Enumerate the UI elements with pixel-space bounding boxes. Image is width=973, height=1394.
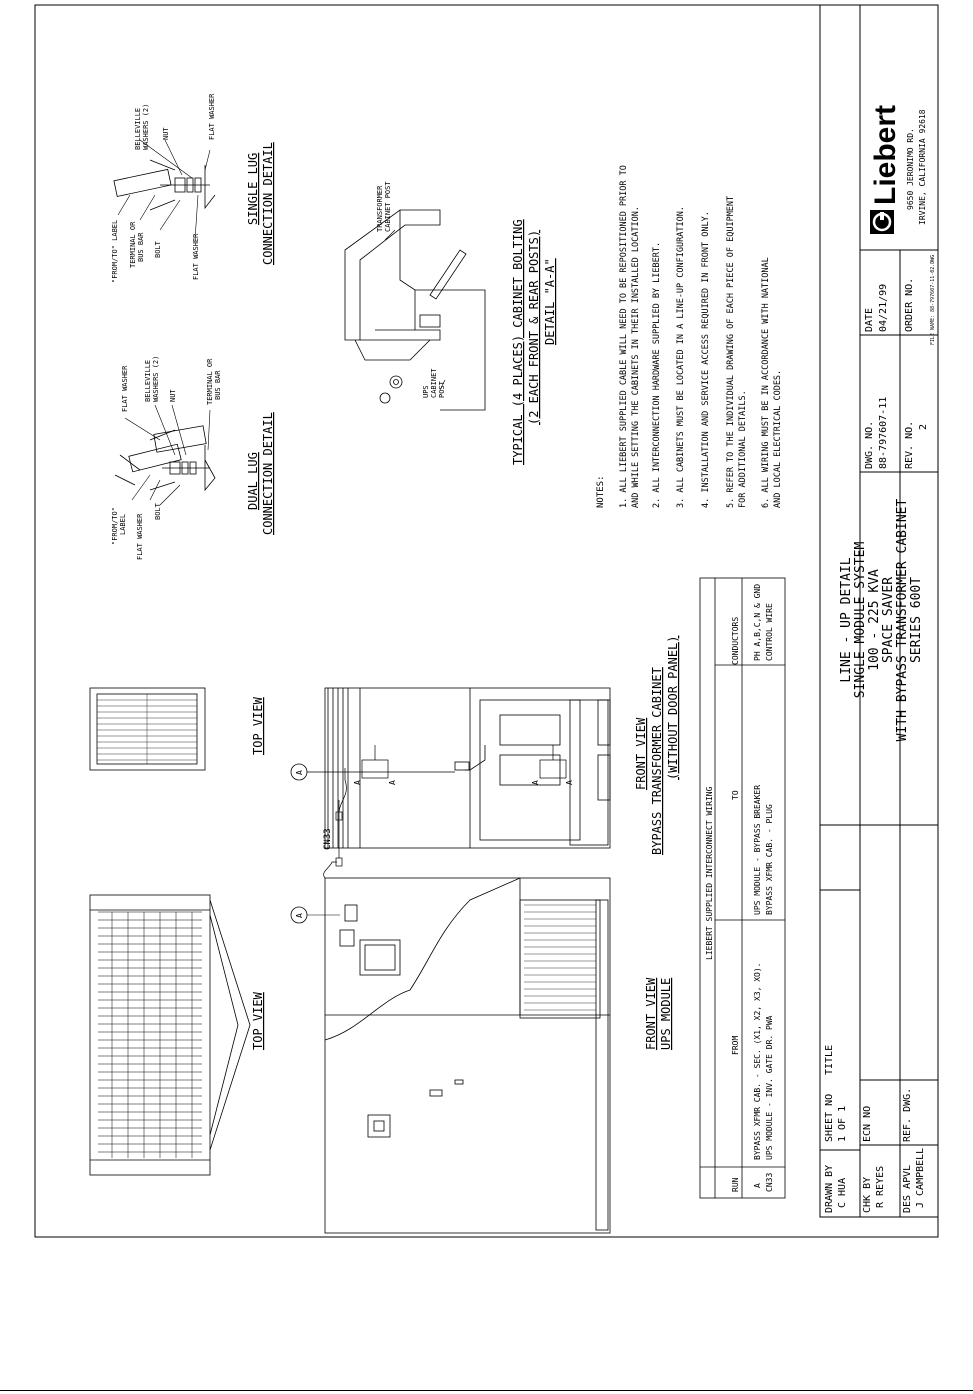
wiring-header-conductors: CONDUCTORS (731, 616, 740, 665)
title-line-4: SPACE SAVER (881, 576, 896, 664)
note-line-1: 1. ALL LIEBERT SUPPLIED CABLE WILL NEED TO BE REPOSITIONED PRIOR TO (619, 165, 629, 508)
title-line-3: 100 - 225 KVA (867, 569, 882, 671)
dual-nut: NUT (169, 389, 177, 402)
title-line-2: SINGLE MODULE SYSTEM (853, 541, 868, 699)
ups-top-view-label: TOP VIEW (251, 992, 265, 1050)
des-apvl-label: DES APVL (902, 1164, 913, 1213)
bolting-title-3: DETAIL "A-A" (543, 258, 557, 345)
title-label: TITLE (824, 1044, 835, 1075)
ups-post-label-3: POST (438, 381, 446, 398)
single-from-to-label: "FROM/TO" LABEL (111, 219, 119, 283)
single-lug-title-2: CONNECTION DETAIL (261, 142, 275, 265)
single-lug-title-1: SINGLE LUG (246, 152, 260, 225)
wiring-row-2-conductors: CONTROL WIRE (765, 603, 774, 661)
sheet-no-label: SHEET NO (824, 1093, 835, 1142)
bypass-front-view-drawing (307, 688, 610, 848)
single-flat-washer-bottom: FLAT WASHER (192, 233, 200, 280)
dual-terminal-2: BUS BAR (214, 370, 222, 400)
dual-belleville-2: WASHERS (2) (152, 355, 160, 402)
drawn-by-value: C HUA (837, 1177, 848, 1208)
dual-from-to-label-1: "FROM/TO" (111, 507, 119, 545)
note-line-6: 5. REFER TO THE INDIVIDUAL DRAWING OF EACH PIECE OF EQUIPMENT (726, 195, 736, 508)
rev-no-value: 2 (918, 423, 929, 430)
section-a-left-1: A (353, 780, 362, 785)
note-line-7: FOR ADDITIONAL DETAILS. (738, 390, 748, 508)
dual-lug-title-1: DUAL LUG (246, 452, 260, 510)
wiring-row-2-to: BYPASS XFMR CAB. - PLUG (765, 804, 774, 915)
bypass-without-door-label: (WITHOUT DOOR PANEL) (666, 635, 680, 780)
sheet-no-value: 1 OF 1 (837, 1105, 848, 1142)
dual-lug-title-2: CONNECTION DETAIL (261, 412, 275, 535)
single-lug-drawing (114, 160, 215, 210)
circle-a-ups-text: A (295, 913, 304, 918)
file-name: FILE NAME: 88-797607-11-02.DWG (930, 254, 936, 345)
dual-lug-leaders (125, 405, 210, 505)
title-line-6: SERIES 600T (909, 576, 924, 664)
single-flat-washer-right: FLAT WASHER (208, 93, 216, 140)
single-bolt: BOLT (154, 241, 162, 258)
page-bottom-rule (0, 1390, 973, 1391)
notes-heading: NOTES: (596, 475, 606, 508)
note-line-5: 4. INSTALLATION AND SERVICE ACCESS REQUIRED IN FRONT ONLY. (701, 211, 711, 508)
bolting-title-1: TYPICAL (4 PLACES) CABINET BOLTING (511, 219, 525, 465)
rev-no-label: REV. NO. (904, 420, 915, 469)
dual-flat-washer-left: FLAT WASHER (136, 513, 144, 560)
note-line-4: 3. ALL CABINETS MUST BE LOCATED IN A LINE-UP CONFIGURATION. (676, 206, 686, 508)
note-line-9: AND LOCAL ELECTRICAL CODES. (773, 369, 783, 508)
ups-module-label: UPS MODULE (659, 977, 673, 1050)
note-line-8: 6. ALL WIRING MUST BE IN ACCORDANCE WITH NATIONAL (761, 257, 771, 508)
single-terminal-1: TERMINAL OR (129, 221, 137, 268)
cn33-label: CN33 (323, 828, 333, 850)
chk-by-label: CHK BY (862, 1176, 873, 1213)
dual-flat-washer-top: FLAT WASHER (121, 365, 129, 412)
ups-post-label-1: UPS (422, 385, 430, 398)
bypass-top-view-label: TOP VIEW (251, 697, 265, 755)
section-a-right-1: A (531, 780, 540, 785)
transformer-post-label-2: CABINET POST (384, 181, 392, 232)
title-line-5: WITH BYPASS TRANSFORMER CABINET (895, 498, 910, 742)
chk-by-value: R REYES (875, 1165, 886, 1208)
ups-top-view-drawing (90, 895, 250, 1175)
title-line-1: LINE - UP DETAIL (839, 557, 854, 683)
wiring-row-1-from: BYPASS XFMR CAB. - SEC. (X1, X2, X3, XO). (753, 962, 762, 1160)
dwg-no-label: DWG. NO. (864, 420, 875, 469)
single-nut: NUT (162, 127, 170, 140)
dual-terminal-1: TERMINAL OR (206, 358, 214, 405)
ecn-no-label: ECN NO (862, 1105, 873, 1142)
wiring-header-from: FROM (731, 1035, 740, 1055)
date-label: DATE (864, 307, 875, 332)
company-address-1: 9650 JERONIMO RD. (906, 128, 915, 210)
company-address-2: IRVINE, CALIFORNIA 92618 (918, 109, 927, 225)
section-a-right-2: A (565, 780, 574, 785)
ups-front-view-drawing (325, 878, 610, 1233)
date-value: 04/21/99 (878, 283, 889, 332)
dual-belleville-1: BELLEVILLE (144, 359, 152, 402)
ups-front-view-label: FRONT VIEW (644, 977, 658, 1050)
wiring-table-title: LIEBERT SUPPLIED INTERCONNECT WIRING (705, 786, 714, 960)
bypass-cabinet-label: BYPASS TRANSFORMER CABINET (650, 667, 664, 855)
company-name: Liebert (869, 104, 902, 205)
des-apvl-value: J CAMPBELL (915, 1147, 926, 1208)
section-a-left-2: A (388, 780, 397, 785)
ups-post-label-2: CABINET (430, 368, 438, 398)
drawing-border (35, 5, 938, 1237)
liebert-logo-icon (870, 210, 894, 234)
dual-lug-drawing (115, 426, 215, 490)
circle-a-bypass-text: A (295, 770, 304, 775)
transformer-post-label-1: TRANSFORMER (376, 185, 384, 232)
dual-bolt: BOLT (154, 503, 162, 520)
note-line-3: 2. ALL INTERCONNECTION HARDWARE SUPPLIED BY LIEBERT. (652, 241, 662, 508)
single-terminal-2: BUS BAR (137, 232, 145, 262)
bypass-top-view-drawing (90, 688, 205, 770)
dual-from-to-label-2: LABEL (119, 513, 127, 535)
section-markers (362, 745, 566, 778)
wiring-row-2-from: UPS MODULE - INV. GATE DR. PWA (765, 1015, 774, 1160)
wiring-header-run: RUN (731, 1177, 740, 1192)
wiring-row-1-to: UPS MODULE - BYPASS BREAKER (753, 784, 762, 915)
single-belleville-1: BELLEVILLE (134, 107, 142, 150)
wiring-row-1-conductors: PH A,B,C,N & GND (753, 583, 762, 661)
bolting-title-2: (2 EACH FRONT & REAR POSTS) (527, 229, 541, 425)
ref-dwg-label: REF. DWG. (902, 1087, 913, 1142)
note-line-2: AND WHILE SETTING THE CABINETS IN THEIR INSTALLED LOCATION. (631, 206, 641, 508)
drawn-by-label: DRAWN BY (824, 1164, 835, 1213)
wiring-header-to: TO (731, 790, 740, 800)
cabinet-bolting-drawing (345, 210, 485, 410)
bypass-front-view-label: FRONT VIEW (634, 717, 648, 790)
order-no-label: ORDER NO. (904, 277, 915, 332)
wiring-row-1-run: A (753, 1183, 762, 1188)
single-belleville-2: WASHERS (2) (142, 103, 150, 150)
dwg-no-value: 88-797607-11 (878, 396, 889, 469)
wiring-row-2-run: CN33 (765, 1172, 774, 1192)
